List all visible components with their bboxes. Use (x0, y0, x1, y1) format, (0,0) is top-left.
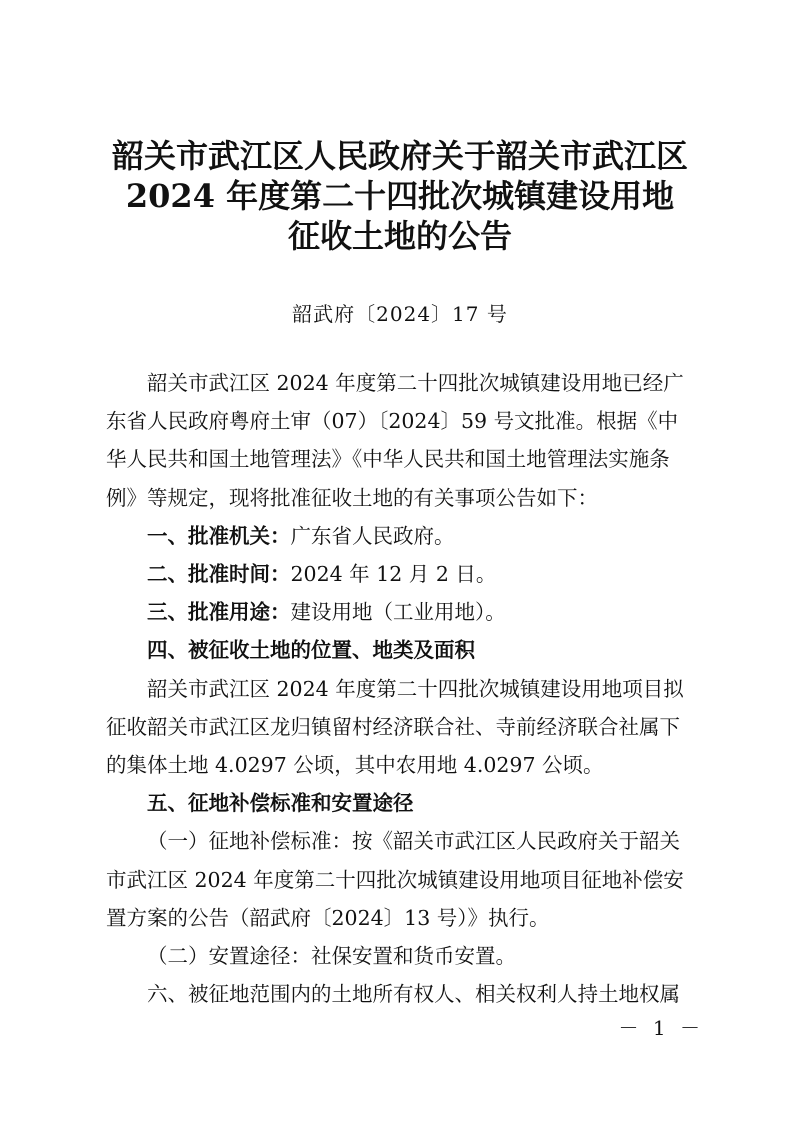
document-number: 韶武府〔2024〕17 号 (292, 302, 508, 326)
section-4-line-2: 征收韶关市武江区龙归镇留村经济联合社、寺前经济联合社属下 (106, 714, 680, 739)
section-5-item-2: （二）安置途径：社保安置和货币安置。 (147, 944, 516, 969)
section-4-line-1: 韶关市武江区 2024 年度第二十四批次城镇建设用地项目拟 (147, 676, 684, 701)
item-approval-authority (106, 517, 696, 555)
intro-line-4: 例》等规定，现将批准征收土地的有关事项公告如下： (106, 485, 598, 510)
section-4-line-3: 的集体土地 4.0297 公顷，其中农用地 4.0297 公顷。 (106, 753, 604, 778)
title-line-2: 2024 年度第二十四批次城镇建设用地 (125, 177, 675, 215)
item-approval-time (106, 555, 696, 593)
item-approval-time-label: 二、批准时间： (147, 562, 291, 587)
document-title (80, 136, 720, 256)
intro-line-3: 华人民共和国土地管理法》《中华人民共和国土地管理法实施条 (106, 447, 670, 472)
document-body (106, 364, 696, 1013)
item-approval-use-label: 三、批准用途： (147, 600, 291, 625)
section-5-line-1: （一）征地补偿标准：按《韶关市武江区人民政府关于韶关 (147, 829, 680, 854)
section-4-heading: 四、被征收土地的位置、地类及面积 (147, 638, 475, 663)
intro-line-2: 东省人民政府粤府土审（07）〔2024〕59 号文批准。根据《中 (106, 409, 679, 434)
title-line-1: 韶关市武江区人民政府关于韶关市武江区 (111, 137, 688, 175)
section-5-heading: 五、征地补偿标准和安置途径 (147, 791, 414, 816)
section-5-line-3: 置方案的公告（韶武府〔2024〕13 号）》执行。 (106, 905, 550, 930)
section-5-line-2: 市武江区 2024 年度第二十四批次城镇建设用地项目征地补偿安 (106, 867, 684, 892)
item-approval-time-value: 2024 年 12 月 2 日。 (290, 562, 497, 587)
item-approval-use (106, 593, 696, 631)
item-approval-use-value: 建设用地（工业用地）。 (290, 600, 506, 625)
item-approval-authority-label: 一、批准机关： (147, 523, 291, 548)
section-6-line-1: 六、被征地范围内的土地所有权人、相关权利人持土地权属 (147, 982, 680, 1007)
title-line-3: 征收土地的公告 (287, 217, 512, 255)
item-approval-authority-value: 广东省人民政府。 (290, 523, 455, 548)
page-number: － 1 － (618, 1016, 704, 1040)
intro-line-1: 韶关市武江区 2024 年度第二十四批次城镇建设用地已经广 (147, 371, 684, 395)
